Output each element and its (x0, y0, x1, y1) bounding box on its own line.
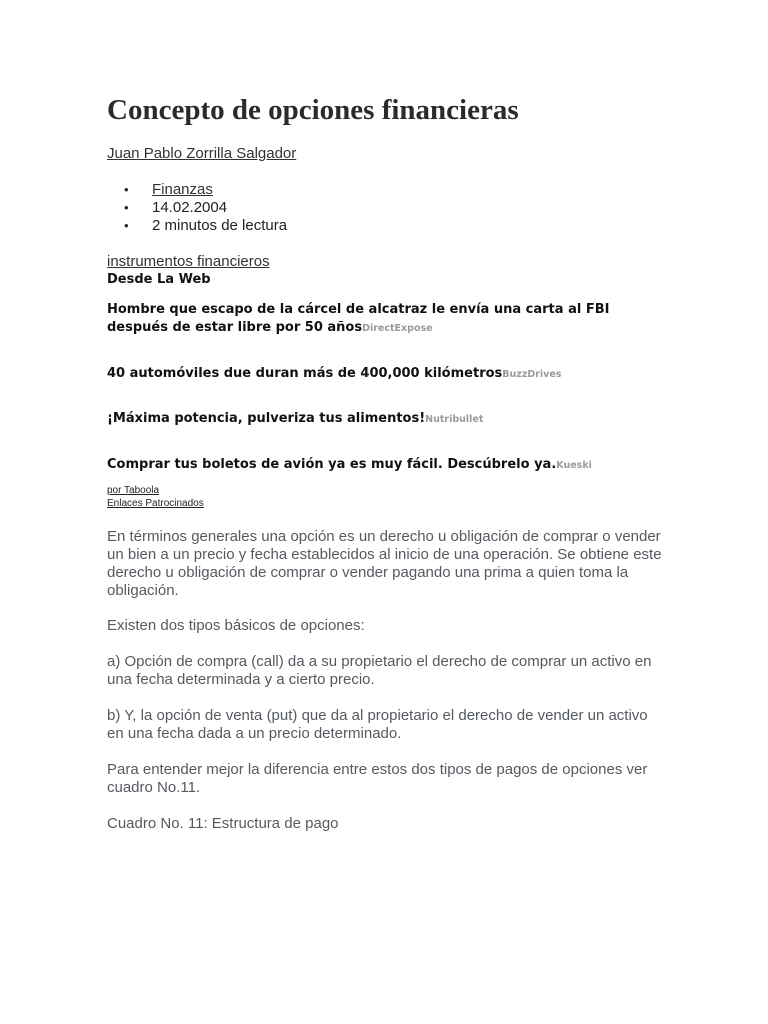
taboola-attribution (107, 485, 204, 510)
sponsored-source: Kueski (556, 460, 592, 471)
sponsored-headline[interactable]: Comprar tus boletos de avión ya es muy fácil. Descúbrelo ya. (107, 457, 557, 472)
sponsored-headline[interactable]: ¡Máxima potencia, pulveriza tus alimentos! (107, 411, 426, 426)
sponsored-source: BuzzDrives (502, 369, 562, 380)
category-link[interactable]: Finanzas (152, 181, 213, 198)
body-paragraph-3: a) Opción de compra (call) da a su propietario el derecho de comprar un activo en una fecha determinada y a cierto precio. (107, 653, 652, 688)
sponsored-links-link[interactable]: Enlaces Patrocinados (107, 497, 204, 509)
meta-date-item: • 14.02.2004 (107, 199, 287, 217)
sponsored-source: Nutribullet (425, 414, 484, 425)
author-link[interactable]: Juan Pablo Zorrilla Salgador (107, 145, 297, 162)
sponsored-item-1[interactable] (107, 301, 667, 338)
sponsored-source: DirectExpose (362, 323, 433, 334)
sponsored-item-2[interactable] (107, 365, 667, 384)
body-paragraph-1: En términos generales una opción es un derecho u obligación de comprar o vender un bien a un precio y fecha establecidos al inicio de una operación. Se obtiene este derecho u obligación de comprar o vender pagando una prima a quien toma la obligación. (107, 528, 662, 599)
sponsored-item-4[interactable] (107, 456, 667, 475)
tag-link[interactable]: instrumentos financieros (107, 253, 270, 270)
meta-category-item (107, 181, 287, 199)
page-title: Concepto de opciones financieras (107, 94, 519, 126)
sponsored-section-label: Desde La Web (107, 272, 211, 287)
sponsored-headline[interactable]: 40 automóviles due duran más de 400,000 kilómetros (107, 366, 503, 381)
sponsored-item-3[interactable] (107, 410, 667, 429)
body-paragraph-5: Para entender mejor la diferencia entre estos dos tipos de pagos de opciones ver cuadro No.11. (107, 761, 648, 796)
body-paragraph-2: Existen dos tipos básicos de opciones: (107, 617, 365, 634)
article-meta-list (107, 181, 287, 235)
figure-caption: Cuadro No. 11: Estructura de pago (107, 815, 339, 832)
body-paragraph-4: b) Y, la opción de venta (put) que da al propietario el derecho de vender un activo en una fecha dada a un precio determinado. (107, 707, 648, 742)
sponsored-headline[interactable]: Hombre que escapo de la cárcel de alcatraz le envía una carta al FBI después de estar libre por 50 años (107, 302, 610, 335)
taboola-by-link[interactable]: por Taboola (107, 485, 160, 496)
meta-read-time-item: • 2 minutos de lectura (107, 217, 287, 235)
